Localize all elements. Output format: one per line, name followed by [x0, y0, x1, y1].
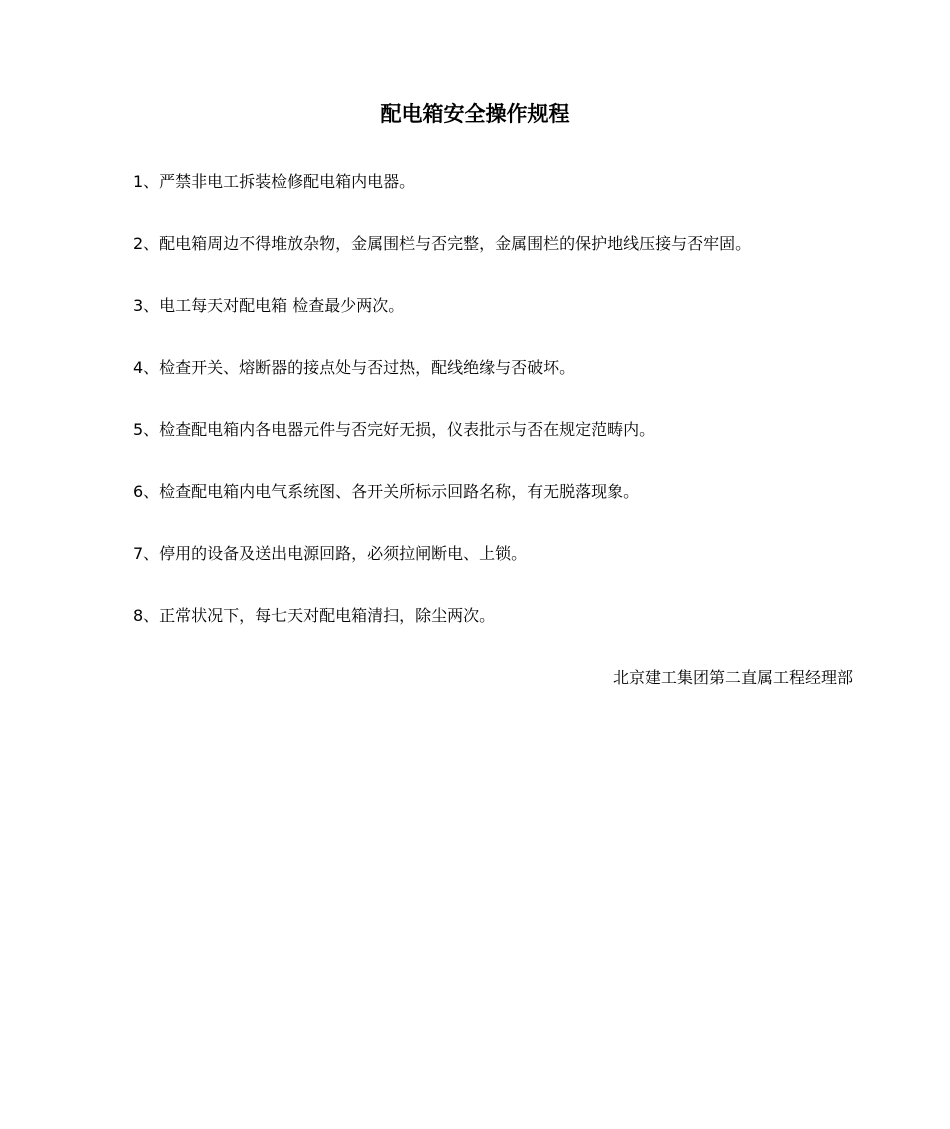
rule-item-7: 7、停用的设备及送出电源回路，必须拉闸断电、上锁。 [133, 544, 528, 563]
signature-organization: 北京建工集团第二直属工程经理部 [612, 668, 853, 687]
rule-item-6: 6、检查配电箱内电气系统图、各开关所标示回路名称，有无脱落现象。 [133, 482, 640, 501]
rule-list [133, 169, 751, 665]
document-title: 配电箱安全操作规程 [380, 102, 570, 126]
rule-item-8: 8、正常状况下，每七天对配电箱清扫，除尘两次。 [133, 606, 496, 625]
rule-item-4: 4、检查开关、熔断器的接点处与否过热，配线绝缘与否破坏。 [133, 358, 576, 377]
rule-item-2: 2、配电箱周边不得堆放杂物，金属围栏与否完整，金属围栏的保护地线压接与否牢固。 [133, 234, 752, 253]
rule-item-1: 1、严禁非电工拆装检修配电箱内电器。 [133, 172, 416, 191]
rule-item-3: 3、电工每天对配电箱 检查最少两次。 [133, 296, 405, 315]
rule-item-5: 5、检查配电箱内各电器元件与否完好无损，仪表批示与否在规定范畴内。 [133, 420, 656, 439]
